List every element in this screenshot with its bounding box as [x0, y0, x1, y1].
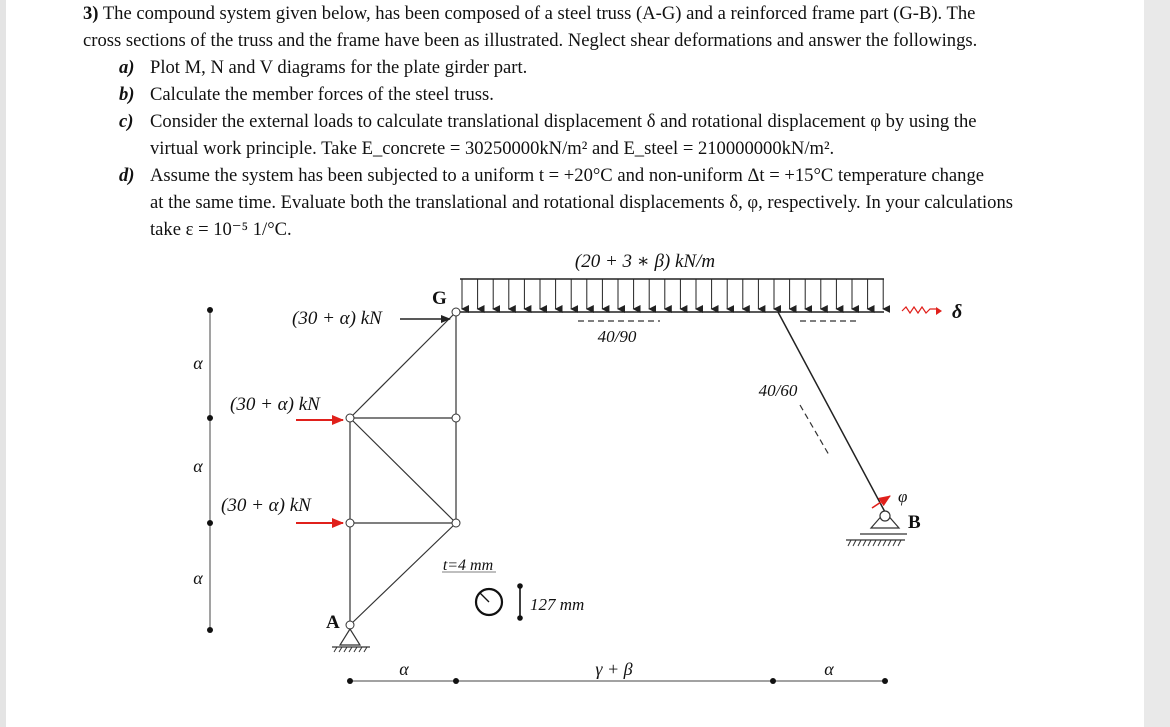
left-dimension — [193, 307, 213, 633]
node-B-label: B — [908, 512, 921, 533]
delta-label: δ — [952, 301, 963, 323]
column-section-label: 40/60 — [758, 381, 798, 400]
support-B-roller — [846, 487, 921, 546]
node-G-joint — [452, 308, 460, 316]
truss-member-diagonal-low — [350, 523, 456, 625]
item-b-line-1: Calculate the member forces of the steel truss. — [150, 84, 494, 105]
item-d-label: d) — [119, 165, 135, 186]
item-c-line-2: virtual work principle. Take E_concrete = 30250000kN/m² and E_steel = 210000000kN/m². — [150, 138, 835, 159]
item-c-line-1: Consider the external loads to calculate translational displacement δ and rotational displacement φ by using the — [150, 111, 977, 132]
phi-label: φ — [898, 487, 908, 506]
point-load-mid-label: (30 + α) kN — [230, 394, 320, 415]
node-A-label: A — [326, 612, 340, 633]
bottom-dim-2: γ + β — [595, 659, 633, 679]
intro-line-2: cross sections of the truss and the frame have been as illustrated. Neglect shear deformations and answer the followings. — [83, 30, 978, 51]
truss-joint — [346, 519, 354, 527]
tube-cross-section — [442, 557, 584, 621]
tube-thickness-label: t=4 mm — [442, 557, 494, 574]
item-c-label: c) — [119, 111, 134, 132]
distributed-load-label: (20 + 3 ∗ β) kN/m — [574, 251, 716, 272]
left-dim-1: α — [193, 353, 203, 373]
point-load-low — [221, 495, 343, 523]
point-load-top-label: (30 + α) kN — [292, 308, 382, 329]
point-load-low-label: (30 + α) kN — [221, 495, 311, 516]
steel-truss — [326, 288, 460, 633]
item-d-line-2: at the same time. Evaluate both the translational and rotational displacements δ, φ, respectively. In your calculations — [150, 192, 1013, 213]
bottom-dimension — [347, 659, 888, 684]
point-load-top — [292, 308, 450, 329]
truss-member-diagonal-mid — [350, 418, 456, 523]
column-fiber-dash — [800, 405, 829, 455]
node-G-label: G — [432, 288, 447, 309]
node-A-joint — [346, 621, 354, 629]
bottom-dim-1: α — [399, 659, 409, 679]
distributed-load — [460, 251, 884, 309]
distributed-load-arrows — [462, 279, 883, 309]
item-d-line-1: Assume the system has been subjected to a uniform t = +20°C and non-uniform Δt = +15°C temperature change — [150, 165, 985, 186]
delta-indicator — [902, 301, 962, 323]
left-dim-3: α — [193, 568, 203, 588]
intro-text-1: The compound system given below, has been composed of a steel truss (A-G) and a reinforced frame part (G-B). The — [102, 3, 976, 24]
bottom-dim-3: α — [824, 659, 834, 679]
item-d-line-3: take ε = 10⁻⁵ 1/°C. — [150, 219, 292, 240]
beam-section-label: 40/90 — [597, 327, 637, 346]
truss-joint — [452, 519, 460, 527]
point-load-mid — [230, 394, 343, 420]
truss-joint — [346, 414, 354, 422]
left-dim-2: α — [193, 456, 203, 476]
frame-part — [456, 312, 885, 512]
rotation-phi-arrow — [872, 496, 890, 508]
tube-diameter-label: 127 mm — [530, 595, 585, 614]
item-b-label: b) — [119, 84, 135, 105]
item-a-label: a) — [119, 57, 135, 78]
truss-joint — [452, 414, 460, 422]
question-number: 3) — [83, 3, 99, 24]
item-a-line-1: Plot M, N and V diagrams for the plate girder part. — [150, 57, 528, 78]
frame-inclined-column — [778, 312, 885, 512]
